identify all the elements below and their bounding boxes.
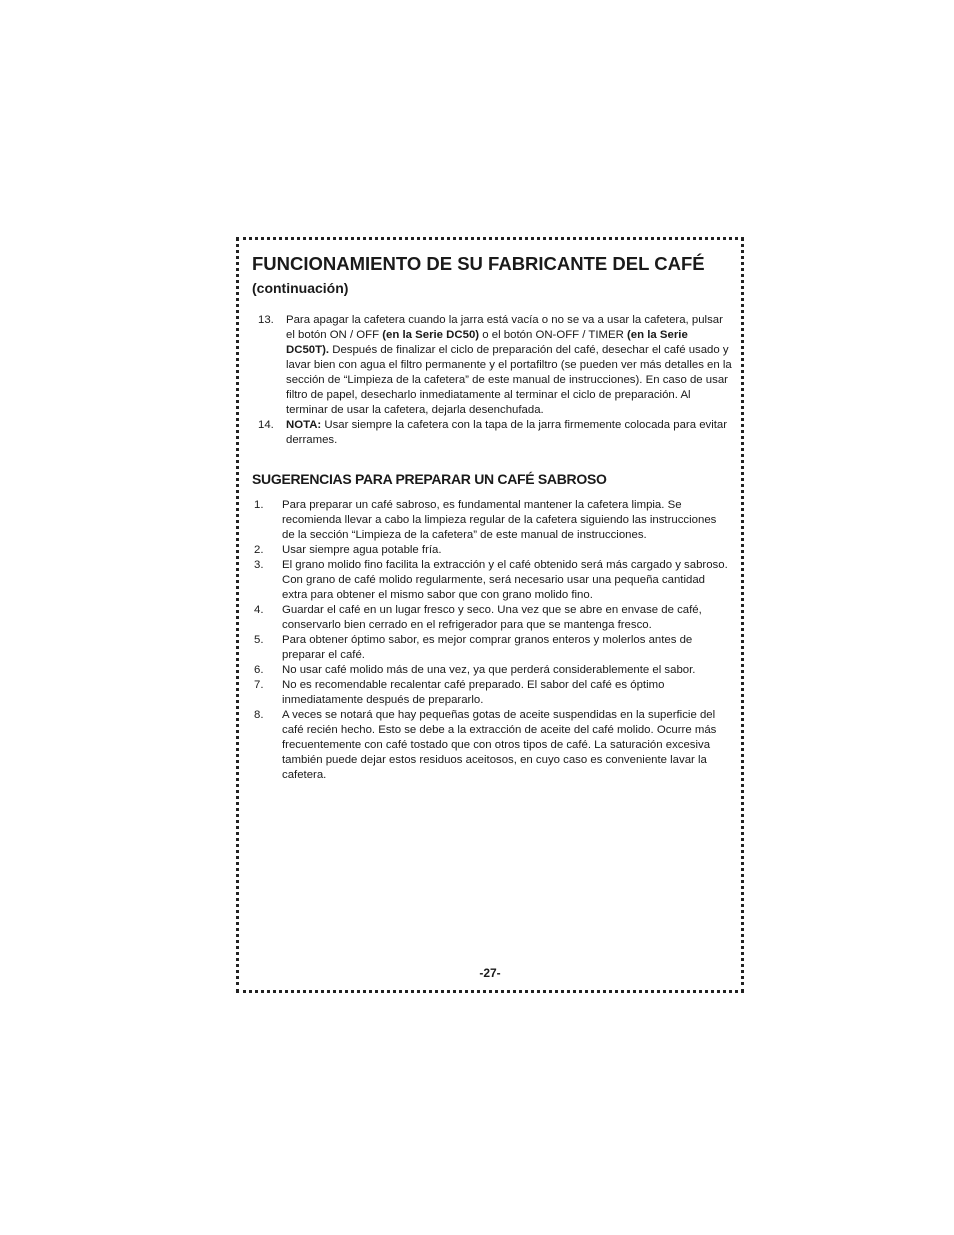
list-item-text: Para obtener óptimo sabor, es mejor comprar granos enteros y molerlos antes de preparar el café. [282, 634, 693, 661]
page-title: FUNCIONAMIENTO DE SU FABRICANTE DEL CAFÉ [252, 253, 705, 274]
list-item-bold-text: (en la Serie DC50T). [286, 329, 688, 356]
list-item-number: 8. [254, 709, 264, 721]
list-item-number: 3. [254, 559, 264, 571]
list-item-number: 4. [254, 604, 264, 616]
list-item [252, 498, 732, 543]
list-item-number: 6. [254, 664, 264, 676]
list-item [252, 313, 732, 418]
page-number: -27- [479, 966, 501, 980]
list-item-text: No es recomendable recalentar café preparado. El sabor del café es óptimo inmediatamente después de prepararlo. [282, 679, 665, 706]
list-item-text: Para apagar la cafetera cuando la jarra está vacía o no se va a usar la cafetera, pulsar el botón ON / OFF [286, 314, 723, 341]
list-item-text: A veces se notará que hay pequeñas gotas de aceite suspendidas en la superficie del café recién hecho. Esto se debe a la extracción de aceite del café molido. Ocurre más frecuentemente con café tostado que con otros tipos de café. La saturación excesiva también puede dejar estos residuos aceitosos, en cuyo caso es conveniente lavar la cafetera. [282, 709, 717, 781]
page-content [252, 252, 732, 783]
page-subtitle: (continuación) [252, 280, 349, 296]
list-item-text: No usar café molido más de una vez, ya que perderá considerablemente el sabor. [282, 664, 696, 676]
list-item [252, 418, 732, 448]
list-item [252, 708, 732, 783]
list-item-number: 7. [254, 679, 264, 691]
list-item-text: El grano molido fino facilita la extracción y el café obtenido será más cargado y sabroso. Con grano de café molido regularmente, será necesario usar una pequeña cantidad extra para obtener el mismo sabor que con grano molido fino. [282, 559, 728, 601]
operation-steps-list [252, 313, 732, 448]
section-heading: SUGERENCIAS PARA PREPARAR UN CAFÉ SABROSO [252, 471, 607, 487]
list-item-number: 1. [254, 499, 264, 511]
list-item-number: 2. [254, 544, 264, 556]
list-item [252, 603, 732, 633]
note-label: NOTA: [286, 419, 322, 431]
list-item [252, 543, 732, 558]
list-item-text: Guardar el café en un lugar fresco y seco. Una vez que se abre en envase de café, conservarlo bien cerrado en el refrigerador para que se mantenga fresco. [282, 604, 702, 631]
list-item [252, 558, 732, 603]
list-item-text: Usar siempre agua potable fría. [282, 544, 442, 556]
list-item-text: Usar siempre la cafetera con la tapa de la jarra firmemente colocada para evitar derrames. [286, 419, 728, 446]
list-item-text: Después de finalizar el ciclo de preparación del café, desechar el café usado y lavar bien con agua el filtro permanente y el portafiltro (se pueden ver más detalles en la sección de “Limpieza de la cafetera” de este manual de instrucciones). En caso de usar filtro de papel, desecharlo inmediatamente al terminar el ciclo de preparación. Al terminar de usar la cafetera, dejarla desenchufada. [286, 344, 732, 416]
list-item-number: 14. [258, 419, 274, 431]
list-item-number: 5. [254, 634, 264, 646]
list-item [252, 678, 732, 708]
list-item-text: o el botón ON-OFF / TIMER [479, 329, 627, 341]
list-item-text: Para preparar un café sabroso, es fundamental mantener la cafetera limpia. Se recomienda llevar a cabo la limpieza regular de la cafetera siguiendo las instrucciones de la sección “Limpieza de la cafetera” de este manual de instrucciones. [282, 499, 717, 541]
list-item [252, 633, 732, 663]
list-item-number: 13. [258, 314, 274, 326]
list-item-bold-text: (en la Serie DC50) [382, 329, 480, 341]
tips-list [252, 498, 732, 783]
list-item [252, 663, 732, 678]
